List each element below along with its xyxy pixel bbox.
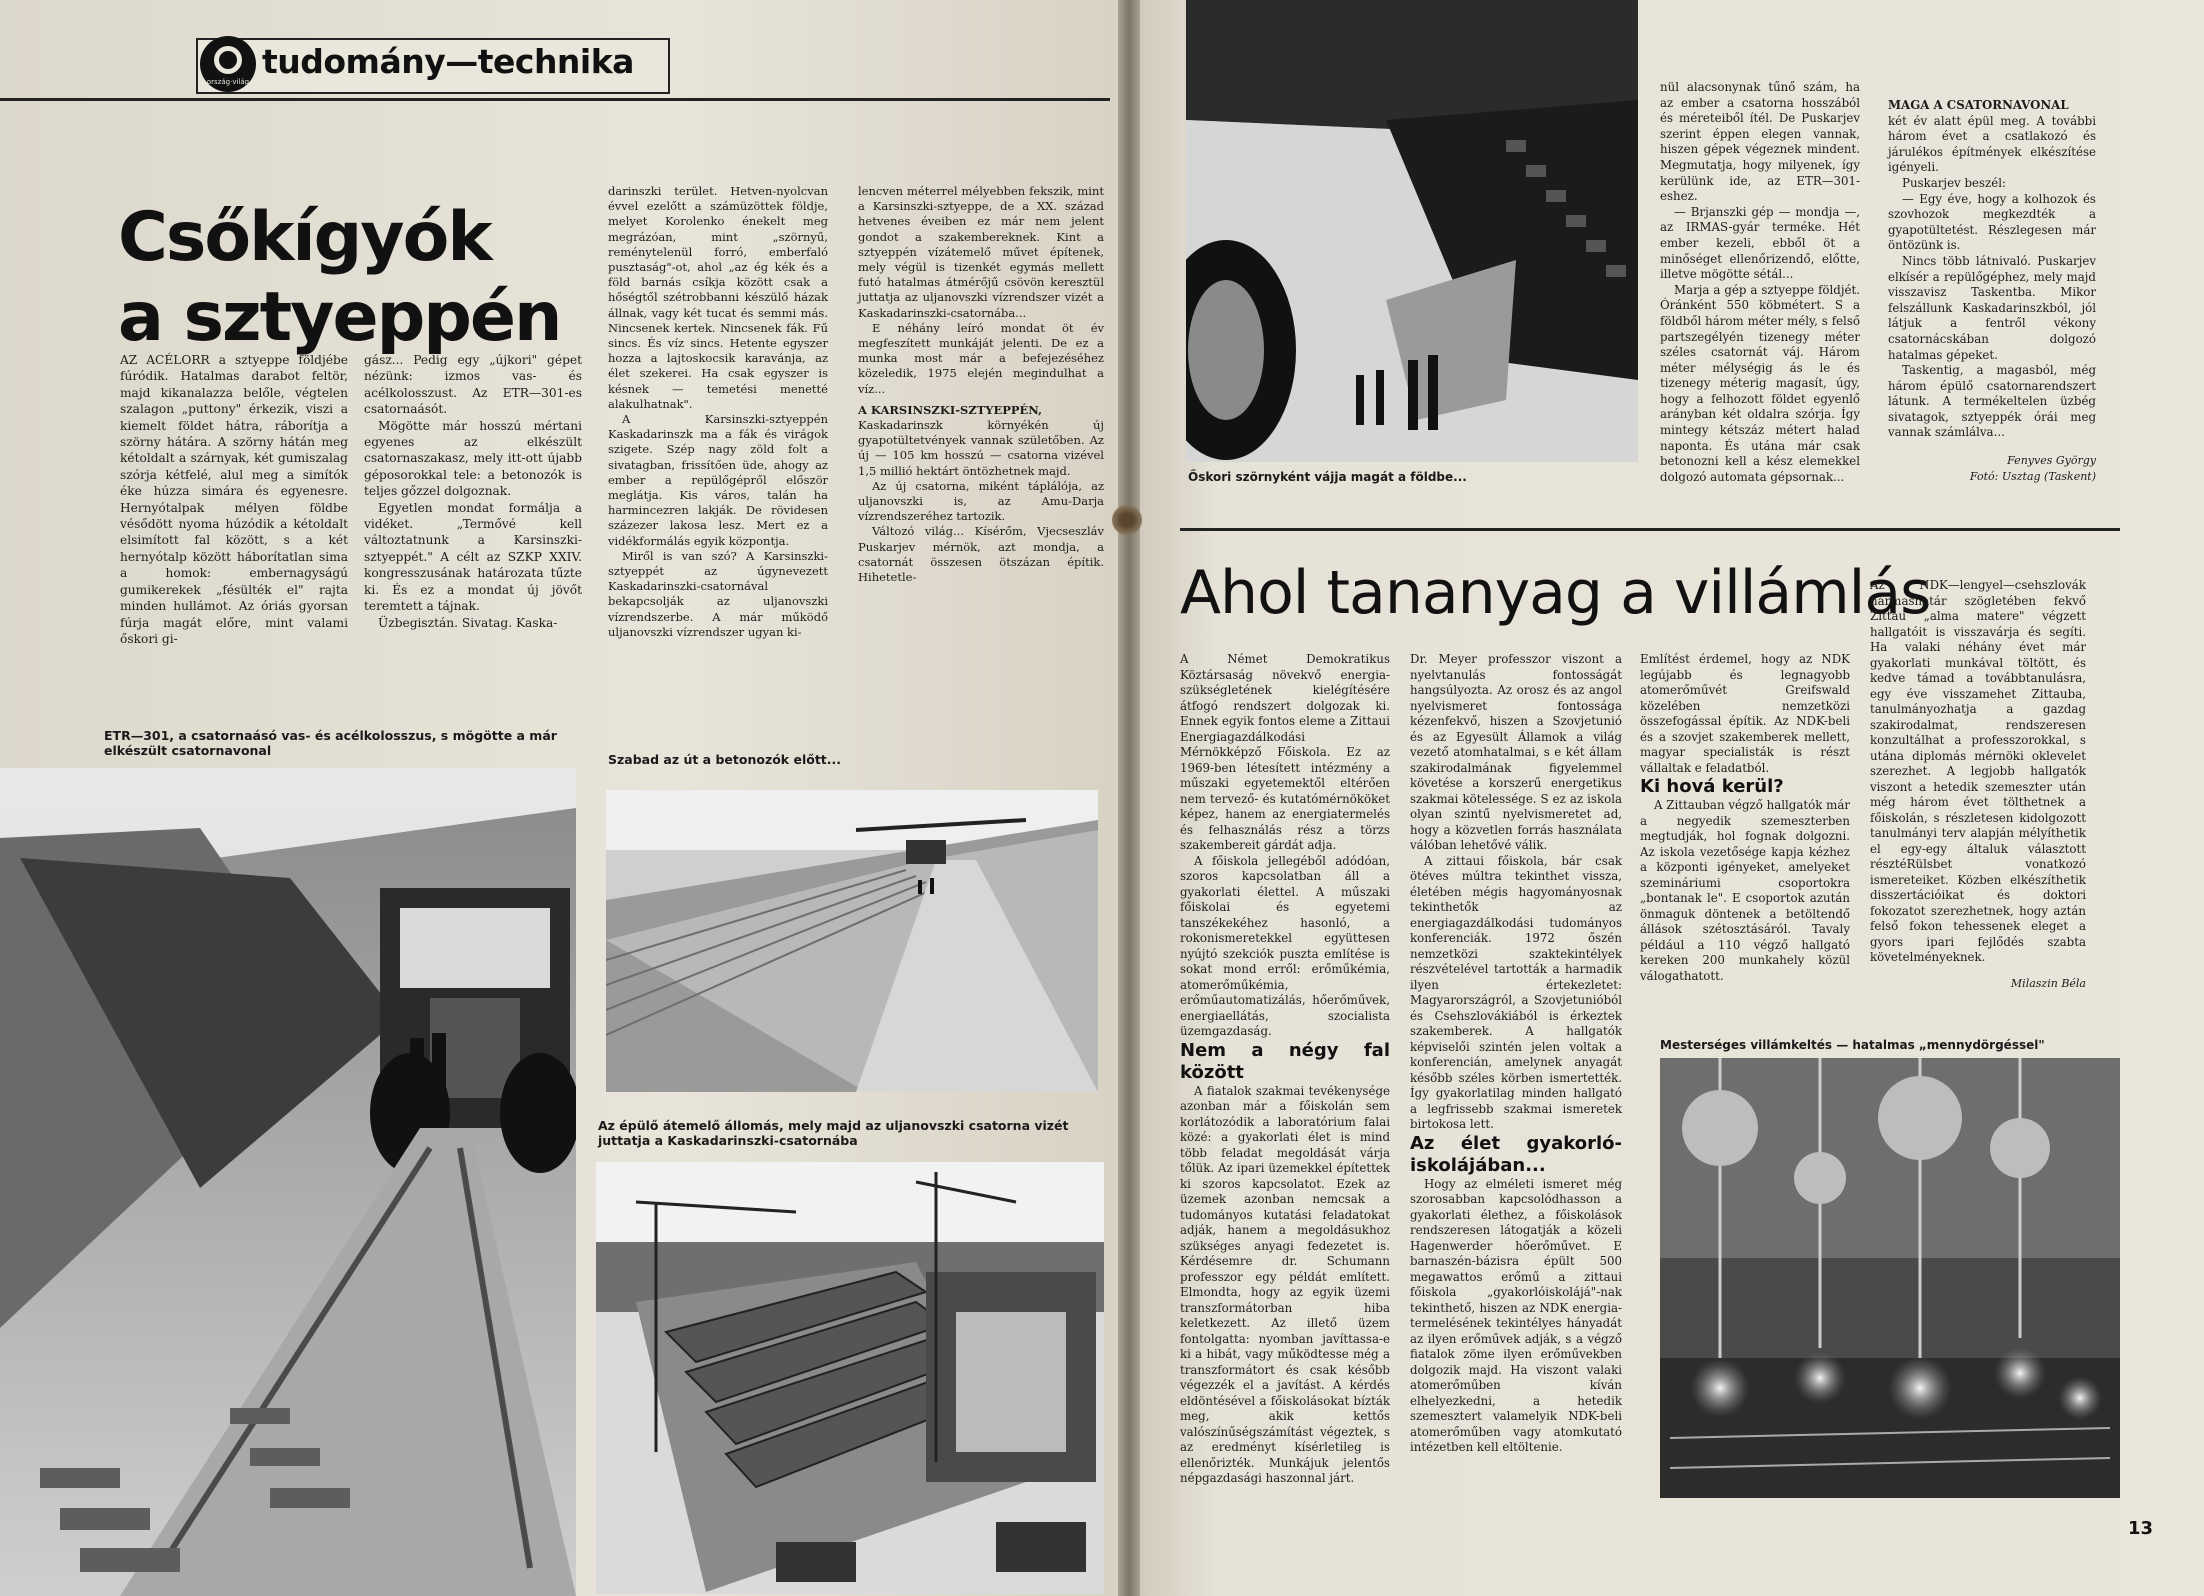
right-col-1 [1180, 652, 1390, 1487]
subheading: A KARSINSZKI-SZTYEPPÉN, [858, 402, 1043, 417]
paragraph: Változó világ... Kísérőm, Vjecseszláv Puskarjev mérnök, azt mondja, a csatornát összesen ötszázan építik. Hihetetle- [858, 524, 1104, 585]
paragraph: E néhány leíró mondat öt év megfeszített munkáját jelenti. De ez a munka most már a befejezéséhez közeledik, 1975 elején megindulhat a víz... [858, 320, 1104, 396]
paragraph: — Egy éve, hogy a kolhozok és szovhozok megkezdték a gyapotültetést. Részlegesen már öntözünk is. [1888, 191, 2096, 253]
paragraph: Marja a gép a sztyeppe földjét. Óránként 550 köbmétert. S a földből három méter mély, s felső partszegélyén tizenegy méter széles csatornát váj. Három méter mélységig ás le és tizenegy méterig magasít, úgy, hogy a felhozott földet egyenlő arányban két oldalra szórja. Így mintegy kétszáz métert halad naponta. És utána már csak betonozni kell a kész elemekkel dolgozó automata gépsornak... [1660, 282, 1860, 484]
paragraph: A zittaui főiskola, bár csak ötéves múltra tekinthet vissza, életében mégis hagyományosnak tekinthetők az energiagazdálkodási tudományos konferenciák. 1972 őszén nemzetközi szaktekintélyek részvételével tartották a harmadik ilyen értekezletet: Magyarországról, a Szovjetunióból és Csehszlovákiából is érkeztek szakemberek. A hallgatók képviselői szintén jelen voltak a konferencián, amelynek anyagát később széles körben ismertették. Így gyakorlatilag minden hallgató a legfrissebb szakmai ismeretek birtokosa lett. [1410, 853, 1622, 1131]
title-line-2: a sztyeppén [118, 278, 561, 357]
left-col-1 [120, 352, 348, 647]
paragraph: A Német Demokratikus Köztársaság növekvő energia-szükségletének kielégítésére átfogó rendszert dolgozak ki. Ennek egyik fontos eleme a Zittaui Energiagazdálkodási Mérnökképző Főiskola. Ez az 1969-ben létesített intézmény a műszaki egyetemektől eltérően nem tervező- és kutatómérnököket képez, hanem az energiatermelés és felhasználás rész a törzs szakembereit gárdát adja. [1180, 652, 1390, 852]
photo-canal-concrete [606, 790, 1098, 1092]
article-title-2: Ahol tananyag a villámlás [1180, 558, 1931, 628]
paragraph: Egyetlen mondat formálja a vidéket. „Termővé kell változtatnunk a Karsinszki-sztyeppét." A célt az SZKP XXIV. kongresszusának határozata tűzte ki. És ez a mondat új jövőt teremtett a tájnak. [364, 500, 582, 614]
subheading: Nem a négy fal között [1180, 1039, 1390, 1083]
paragraph: Mögötte már hosszú mértani egyenes az elkészült csatornaszakasz, mely itt-ott újabb géposorokkal tele: a betonozók is teljes gőzzel dolgoznak. [364, 418, 582, 499]
paragraph: Puskarjev beszél: [1902, 175, 2006, 190]
right-col-A [1660, 80, 1860, 485]
right-col-4 [1870, 578, 2086, 991]
logo-subtext: ország·világ [206, 78, 250, 86]
title-line-1: Csőkígyók [118, 198, 491, 277]
paragraph: Az NDK—lengyel—csehszlovák hármashatár szögletében fekvő Zittau „alma matere" végzett hallgatóit is visszavárja és segíti. Ha valaki néhány évet már gyakorlati munkával töltött, és kedve támad a továbbtanulásra, egy éve visszamehet Zittauba, tanulmányozhatja a gazdag szakirodalmat, rendszeresen konzultálhat a professzorokkal, s utána diplomás mérnöki oklevelet szerezhet. A legjobb hallgatók viszont a hetedik szemeszter után még három évet tölthetnek a főiskolán, s részletesen kidolgozott tanulmányi terv alapján mélyíthetik el egy-egy általuk választott résztéRülsbet vonatkozó ismereteiket. Közben elkészíthetik disszertációikat és doktori fokozatot szerezhetnek, hogy aztán felső fokon tehessenek eleget a gyors ipari fejlődés szabta követelményeknek. [1870, 578, 2086, 964]
gutter [1118, 0, 1140, 1596]
right-col-3 [1640, 652, 1850, 984]
paragraph: Üzbegisztán. Sivatag. Kaska- [378, 615, 558, 630]
photo-pumping-station [596, 1162, 1104, 1594]
section-title: tudomány—technika [262, 42, 634, 81]
paragraph: Miről is van szó? A Karsinszki-sztyeppét az úgynevezett Kaskadarinszki-csatornával bekapcsolják az uljanovszki vízrendszerbe. A már működő uljanovszki vízrendszer ugyan ki- [608, 548, 828, 639]
photo-credit: Fotó: Usztag (Taskent) [1969, 469, 2096, 483]
paragraph: lencven méterrel mélyebben fekszik, mint a Karsinszki-sztyeppe, de a XX. század hetvenes éveiben ez már nem jelent gondot a szakembereknek. Kint a sztyeppén vízátemelő művet építenek, mely végül is tizenkét egymás mellett futó hatalmas átmérőjű csövön keresztül juttatja az uljanovszki vízrendszer vizét a Kaskadarinszki-csatornába... [858, 184, 1104, 320]
subheading: Az élet gyakorló-iskolájában... [1410, 1132, 1622, 1176]
subheading: MAGA A CSATORNAVONAL [1888, 98, 2069, 112]
paragraph: A fiatalok szakmai tevékenysége azonban már a főiskolán sem korlátozódik a laboratórium falai közé: a gyakorlati élet is mind több feladat megoldását várja tőlük. Az ipari üzemekkel építettek ki szoros kapcsolatot. Ezek az üzemek azonban nemcsak a tudományos kutatási feladatokat adják, hanem a megoldásukhoz szükséges anyagi fedezetet is. Kérdésemre dr. Schumann professzor egy példát említett. Elmondta, hogy az egyik üzemi transzformátorban hiba keletkezett. Az illető üzem fontolgatta: nyomban javíttassa-e ki a hibát, vagy működtesse még a transzformátort és csak később végezzék el a javítást. A kérdés eldöntésével a főiskolásokat bízták meg, akik kettős valószínűségszámítást végeztek, s az eredményt kísérletileg is ellenőrizték. Munkájuk jelentős népgazdasági haszonnal járt. [1180, 1083, 1390, 1485]
photo-excavator [0, 768, 576, 1596]
header-rule [0, 98, 1110, 101]
paragraph: Nincs több látnivaló. Puskarjev elkísér a repülőgéphez, mely majd visszavisz Taskentba. Mikor felszállunk Kaskadarinszkból, jól látjuk a fentről vékony csatornácskában dolgozó hatalmas gépeket. [1888, 253, 2096, 362]
paragraph: Kaskadarinszk környékén új gyapotültetvények vannak születőben. Az új — 105 km hosszú — csatorna vizével 1,5 millió hektárt öntözhetnek majd. [858, 418, 1104, 478]
staple-hole [1112, 505, 1142, 535]
paragraph: AZ ACÉLORR a sztyeppe földjébe fúródik. Hatalmas darabot feltör, majd kikanalazza belőle, végtelen szalagon „puttony" érkezik, viszi a kiemelt földet hátra, ráborítja a szörny hátára. A szörny hátán meg kétoldalt a szárnyak, két gumiszalag szórja kétfelé, alul meg a simítók éke húzza simára és egyenesre. Hernyótalpak mélyen földbe vésődött nyoma húzódik a kétoldalt elsimított fal között, s a két hernyótalp között háborítatlan sima a homok: embernagyságú gumikerekek „fésülték el" rajta minden hullámot. Az óriás gyorsan fúrja magát előre, mint valami őskori gi- [120, 353, 348, 646]
article-divider [1180, 528, 2120, 531]
paragraph: Említést érdemel, hogy az NDK legújabb és legnagyobb atomerőművét Greifswald közelében nemzetközi összefogással építik. Az NDK-beli és a szovjet szakemberek mellett, magyar specialisták is részt vállaltak e feladatból. [1640, 652, 1850, 775]
caption-main-photo: ETR—301, a csatornaásó vas- és acélkolosszus, s mögötte a már elkészült csatornavonal [104, 728, 557, 758]
left-col-4 [858, 184, 1104, 585]
caption-closeup-photo: Őskori szörnyként vájja magát a földbe... [1188, 470, 1467, 484]
paragraph: két év alatt épül meg. A további három évet a csatlakozó és járulékos építmények elkészítése igényeli. [1888, 113, 2096, 175]
paragraph: Hogy az elméleti ismeret még szorosabban kapcsolódhasson a gyakorlati élethez, a főiskolások rendszeresen látogatják a közeli Hagenwerder hőerőművet. E barnaszén-bázisra épült 500 megawattos erőmű a zittaui főiskola „gyakorlóiskolájá"-nak tekinthető, hiszen az NDK energia-termelésének tekintélyes hányadát az ilyen erőművek adják, s a végző fiatalok zöme ilyen erőművekben dolgozik majd. Ha viszont valaki atomerőműben kíván elhelyezkedni, a hetedik szemesztert valamelyik NDK-beli atomerőműben vagy atomkutató intézetben kell eltöltenie. [1410, 1176, 1622, 1454]
paragraph: A Karsinszki-sztyeppén Kaskadarinszk ma a fák és virágok szigete. Szép nagy zöld folt a sivatagban, frissítően üde, ahogy az ember a repülőgépről először meglátja. Kis város, talán ha harmincezren lakják. De rövidesen százezer lakosa lesz. Mert ez a vidékformálás egyik központja. [608, 412, 828, 548]
author-signature: Fenyves György [2007, 454, 2096, 468]
paragraph: Taskentig, a magasból, még három épülő csatornarendszert látunk. A termékeltelen üzbég sivatagok, sztyeppék órái meg vannak számlálva... [1888, 363, 2096, 440]
paragraph: gász... Pedig egy „újkori" gépet nézünk: izmos vas- és acélkolosszust. Az ETR—301-es csatornaásót. [364, 353, 582, 417]
caption-pumping-photo: Az épülő átemelő állomás, mely majd az uljanovszki csatorna vizét juttatja a Kaskadarinszki-csatornába [598, 1118, 1069, 1148]
right-col-2 [1410, 652, 1622, 1456]
paragraph: Az új csatorna, miként táplálója, az uljanovszki is, az Amu-Darja vízrendszeréhez tartozik. [858, 478, 1104, 524]
author-signature: Milaszin Béla [2010, 976, 2086, 990]
paragraph: darinszki terület. Hetven-nyolcvan évvel ezelőtt a számüzöttek földje, melyet Korolenko énekelt meg megrázóan, mint „szörnyű, reménytelenül forró, emberfaló pusztaság"-ot, ahol „az ég kék és a föld barnás csíkja között csak a hőségtől szétrobbanni készülő házak állnak, vagy két tucat és semmi más. Nincsenek kertek. Nincsenek fák. Fű sincs. És víz sincs. Hetente egyszer hozza a lajtoskocsik karavánja, az élet szekerei. Ha csak egyszer is késnek — temetési menetté alakulhatnak". [608, 184, 828, 411]
caption-concrete-photo: Szabad az út a betonozók előtt... [608, 752, 842, 767]
page-number: 13 [2128, 1518, 2154, 1539]
article-title [118, 198, 560, 358]
paragraph: A Zittauban végző hallgatók már a negyedik szemeszterben megtudják, hol fognak dolgozni. Az iskola vezetősége kapja kézhez a központi igényeket, amelyeket szemináriumi csoportokra „bontanak le". E csoportok azután önmaguk döntenek a betöltendő állások szétosztásáról. Tavaly például a 110 végző hallgató kereken 200 munkahely közül válogathatott. [1640, 798, 1850, 983]
paragraph: Dr. Meyer professzor viszont a nyelvtanulás fontosságát hangsúlyozta. Az orosz és az angol nyelvismeret fontossága kézenfekvő, hiszen a Szovjetunió és az Egyesült Államok a világ vezető atomhatalmai, s e két állam szakirodalmának figyelemmel követése a korszerű energetikus szakmai kötelessége. S ez az iskola olyan szintű nyelvismeretet ad, hogy a közvetlen forrás használata válóban lehetővé válik. [1410, 652, 1622, 852]
paragraph: A főiskola jellegéből adódóan, szoros kapcsolatban áll a gyakorlati élettel. A műszaki főiskolai és egyetemi tanszékekéhez hasonló, a rokonismeretekkel együttesen nyújtó szekciók puszta említése is sokat mond erről: erőműkémia, atomerőműkémia, erőműautomatizálás, hőerőművek, energiaellátás, szocialista üzemgazdaság. [1180, 853, 1390, 1038]
paragraph: — Brjanszki gép — mondja —, az IRMAS-gyár terméke. Hét ember kezeli, ebből öt a minőséget ellenőrizendő, előtte, illetve mögötte sétál... [1660, 204, 1860, 282]
photo-excavator-closeup [1186, 0, 1638, 462]
paragraph: nül alacsonynak tűnő szám, ha az ember a csatorna hosszából és méreteiből ítél. De Puskarjev szerint éppen elegen vannak, hiszen gépek végeznek mindent. Megmutatja, hogy milyenek, így kerülünk ide, az ETR—301-eshez. [1660, 80, 1860, 204]
left-col-3 [608, 184, 828, 640]
left-col-2 [364, 352, 582, 631]
photo-lightning-lab [1660, 1058, 2120, 1498]
caption-lightning-photo: Mesterséges villámkeltés — hatalmas „mennydörgéssel" [1660, 1038, 2045, 1052]
right-col-B [1888, 98, 2096, 484]
subheading: Ki hová kerül? [1640, 776, 1784, 797]
